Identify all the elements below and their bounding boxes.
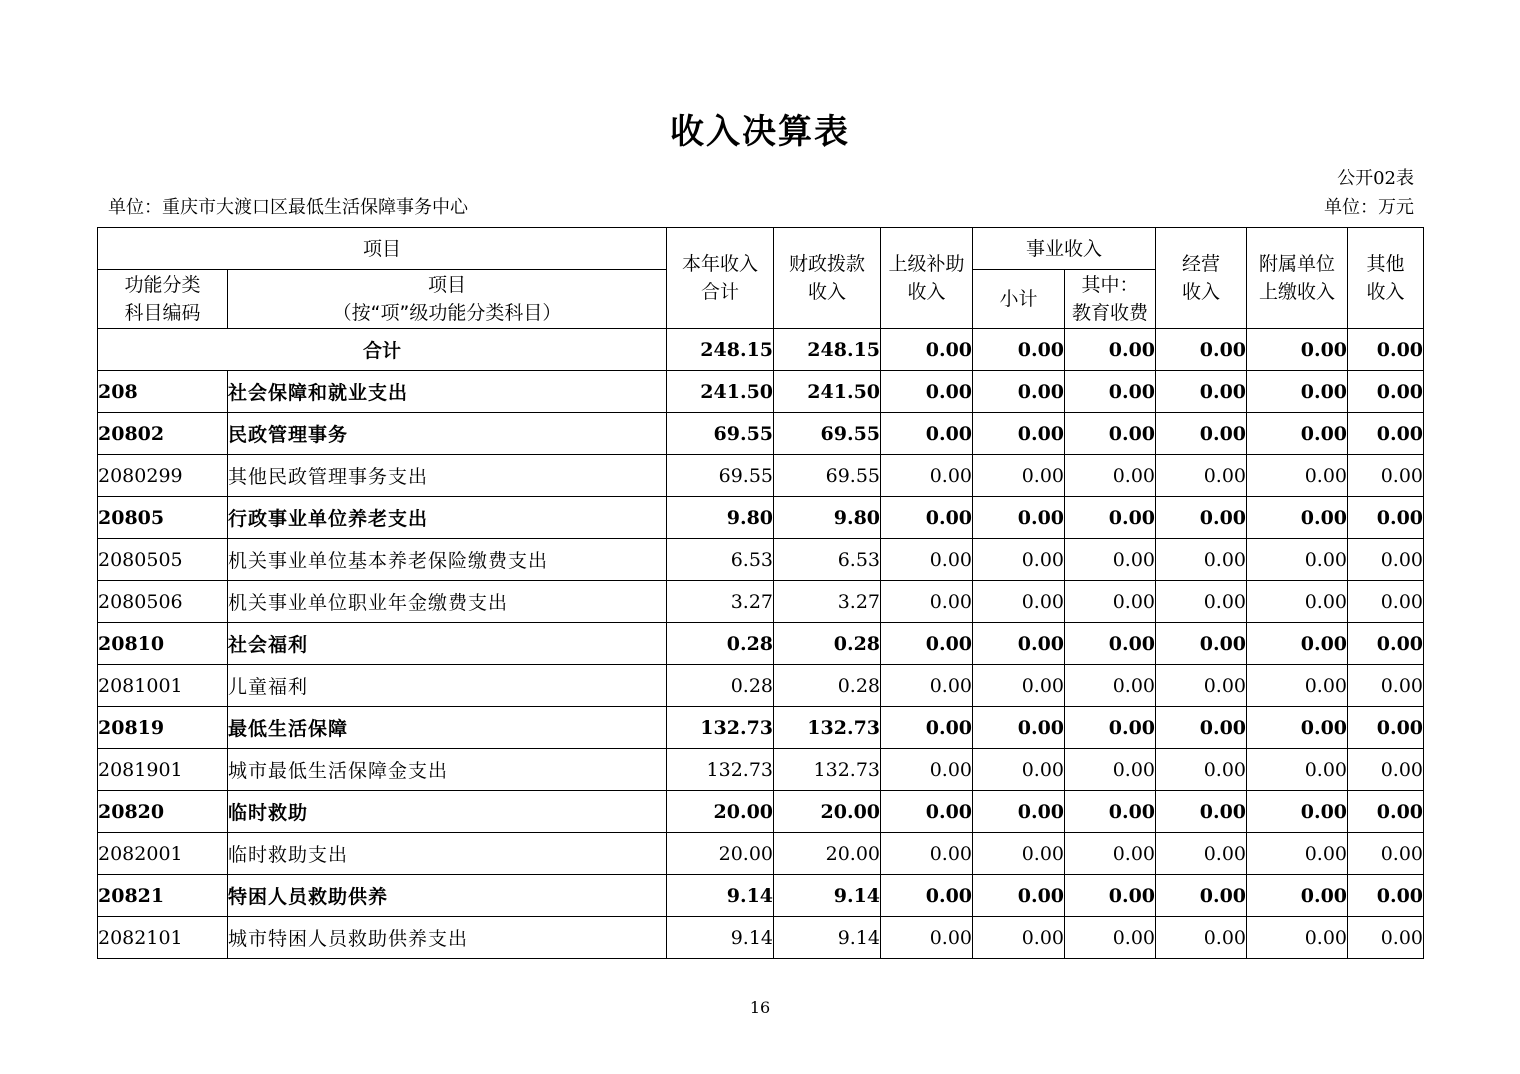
cell-value: 0.00 <box>881 917 973 959</box>
cell-value: 0.00 <box>973 413 1065 455</box>
row-code: 20810 <box>98 623 228 665</box>
table-row <box>98 413 1424 455</box>
cell-value: 0.00 <box>881 875 973 917</box>
cell-value: 0.00 <box>1065 875 1156 917</box>
cell-value: 0.00 <box>881 497 973 539</box>
cell-value: 132.73 <box>667 749 774 791</box>
cell-value: 0.00 <box>881 665 973 707</box>
cell-value: 69.55 <box>774 455 881 497</box>
cell-value: 0.00 <box>1065 749 1156 791</box>
table-row <box>98 875 1424 917</box>
table-row <box>98 791 1424 833</box>
cell-value: 0.00 <box>1348 623 1424 665</box>
total-label: 合计 <box>98 329 667 371</box>
cell-value: 0.00 <box>1156 665 1247 707</box>
cell-value: 0.00 <box>1348 875 1424 917</box>
header-operating: 经营 收入 <box>1156 228 1247 329</box>
header-career: 事业收入 <box>973 228 1156 270</box>
table-row <box>98 371 1424 413</box>
header-fiscal: 财政拨款 收入 <box>774 228 881 329</box>
cell-value: 6.53 <box>667 539 774 581</box>
cell-value: 0.00 <box>1156 581 1247 623</box>
cell-value: 0.00 <box>1247 749 1348 791</box>
row-name: 儿童福利 <box>228 665 667 707</box>
cell-value: 0.00 <box>1247 539 1348 581</box>
cell-value: 0.00 <box>1065 665 1156 707</box>
row-code: 2080505 <box>98 539 228 581</box>
header-upper-subsidy: 上级补助 收入 <box>881 228 973 329</box>
cell-value: 0.00 <box>1247 413 1348 455</box>
cell-value: 0.00 <box>881 455 973 497</box>
cell-value: 0.00 <box>1065 917 1156 959</box>
cell-value: 0.00 <box>973 665 1065 707</box>
cell-value: 0.00 <box>1065 833 1156 875</box>
row-name: 临时救助 <box>228 791 667 833</box>
cell-value: 0.00 <box>1156 623 1247 665</box>
cell-value: 0.00 <box>1247 791 1348 833</box>
cell-value: 0.00 <box>973 371 1065 413</box>
cell-value: 0.00 <box>973 833 1065 875</box>
cell-value: 0.00 <box>1247 497 1348 539</box>
cell-value: 20.00 <box>774 791 881 833</box>
cell-value: 0.00 <box>1247 917 1348 959</box>
cell-value: 0.00 <box>1348 791 1424 833</box>
row-name: 特困人员救助供养 <box>228 875 667 917</box>
cell-value: 0.00 <box>1156 329 1247 371</box>
cell-value: 0.00 <box>1065 455 1156 497</box>
cell-value: 0.00 <box>973 455 1065 497</box>
form-number: 公开02表 <box>1337 168 1414 189</box>
page-title: 收入决算表 <box>670 112 850 152</box>
table-row <box>98 539 1424 581</box>
table-row <box>98 581 1424 623</box>
cell-value: 0.00 <box>1247 707 1348 749</box>
cell-value: 0.00 <box>1247 833 1348 875</box>
cell-value: 0.28 <box>774 623 881 665</box>
row-code: 208 <box>98 371 228 413</box>
cell-value: 9.14 <box>667 875 774 917</box>
header-education-fees: 其中： 教育收费 <box>1065 270 1156 329</box>
cell-value: 0.00 <box>1065 371 1156 413</box>
unit-organization: 单位：重庆市大渡口区最低生活保障事务中心 <box>108 197 468 218</box>
cell-value: 0.00 <box>973 497 1065 539</box>
cell-value: 0.28 <box>774 665 881 707</box>
cell-value: 0.00 <box>1156 749 1247 791</box>
header-total: 本年收入 合计 <box>667 228 774 329</box>
header-affiliated: 附属单位 上缴收入 <box>1247 228 1348 329</box>
cell-value: 0.00 <box>1247 581 1348 623</box>
table-row <box>98 497 1424 539</box>
cell-value: 0.00 <box>1156 875 1247 917</box>
cell-value: 0.00 <box>1247 623 1348 665</box>
cell-value: 0.00 <box>973 623 1065 665</box>
cell-value: 0.00 <box>973 581 1065 623</box>
cell-value: 132.73 <box>667 707 774 749</box>
header-func-code: 功能分类 科目编码 <box>98 270 228 329</box>
row-name: 城市特困人员救助供养支出 <box>228 917 667 959</box>
cell-value: 9.80 <box>667 497 774 539</box>
cell-value: 0.00 <box>1247 455 1348 497</box>
cell-value: 0.00 <box>881 581 973 623</box>
cell-value: 0.00 <box>1348 413 1424 455</box>
row-code: 20821 <box>98 875 228 917</box>
header-other: 其他 收入 <box>1348 228 1424 329</box>
cell-value: 0.00 <box>1065 539 1156 581</box>
row-name: 行政事业单位养老支出 <box>228 497 667 539</box>
cell-value: 0.00 <box>1065 413 1156 455</box>
cell-value: 9.14 <box>667 917 774 959</box>
cell-value: 0.00 <box>1065 497 1156 539</box>
cell-value: 241.50 <box>667 371 774 413</box>
header-subtotal: 小计 <box>973 270 1065 329</box>
cell-value: 248.15 <box>667 329 774 371</box>
row-name: 城市最低生活保障金支出 <box>228 749 667 791</box>
cell-value: 0.00 <box>881 791 973 833</box>
cell-value: 132.73 <box>774 707 881 749</box>
cell-value: 69.55 <box>667 455 774 497</box>
cell-value: 6.53 <box>774 539 881 581</box>
cell-value: 0.00 <box>973 707 1065 749</box>
cell-value: 248.15 <box>774 329 881 371</box>
cell-value: 0.00 <box>1156 707 1247 749</box>
cell-value: 0.00 <box>881 329 973 371</box>
row-code: 2082001 <box>98 833 228 875</box>
row-name: 民政管理事务 <box>228 413 667 455</box>
cell-value: 20.00 <box>667 833 774 875</box>
cell-value: 0.00 <box>1156 497 1247 539</box>
cell-value: 0.00 <box>973 539 1065 581</box>
cell-value: 0.00 <box>881 539 973 581</box>
cell-value: 0.28 <box>667 665 774 707</box>
unit-currency: 单位：万元 <box>1324 197 1414 218</box>
cell-value: 3.27 <box>667 581 774 623</box>
revenue-table <box>97 227 1424 959</box>
cell-value: 0.00 <box>881 749 973 791</box>
cell-value: 20.00 <box>774 833 881 875</box>
cell-value: 0.00 <box>1156 413 1247 455</box>
cell-value: 9.14 <box>774 917 881 959</box>
cell-value: 241.50 <box>774 371 881 413</box>
row-name: 社会福利 <box>228 623 667 665</box>
cell-value: 0.00 <box>1065 623 1156 665</box>
cell-value: 20.00 <box>667 791 774 833</box>
table-row <box>98 707 1424 749</box>
total-row <box>98 329 1424 371</box>
cell-value: 0.00 <box>1156 791 1247 833</box>
cell-value: 0.00 <box>1348 497 1424 539</box>
cell-value: 0.00 <box>1156 917 1247 959</box>
cell-value: 0.00 <box>1348 455 1424 497</box>
row-code: 20805 <box>98 497 228 539</box>
cell-value: 0.00 <box>1348 539 1424 581</box>
row-code: 2082101 <box>98 917 228 959</box>
table-row <box>98 917 1424 959</box>
cell-value: 0.00 <box>1348 665 1424 707</box>
cell-value: 0.00 <box>1065 329 1156 371</box>
cell-value: 9.80 <box>774 497 881 539</box>
cell-value: 0.00 <box>1065 791 1156 833</box>
cell-value: 69.55 <box>774 413 881 455</box>
cell-value: 0.00 <box>881 623 973 665</box>
cell-value: 0.00 <box>1348 707 1424 749</box>
cell-value: 0.00 <box>1065 707 1156 749</box>
table-row <box>98 833 1424 875</box>
row-code: 2080506 <box>98 581 228 623</box>
header-item: 项目 （按“项”级功能分类科目） <box>228 270 667 329</box>
row-code: 2081001 <box>98 665 228 707</box>
row-name: 机关事业单位基本养老保险缴费支出 <box>228 539 667 581</box>
cell-value: 9.14 <box>774 875 881 917</box>
cell-value: 0.00 <box>1348 371 1424 413</box>
row-name: 社会保障和就业支出 <box>228 371 667 413</box>
row-code: 20820 <box>98 791 228 833</box>
cell-value: 0.00 <box>1247 371 1348 413</box>
cell-value: 3.27 <box>774 581 881 623</box>
cell-value: 0.00 <box>881 371 973 413</box>
cell-value: 0.00 <box>1348 581 1424 623</box>
cell-value: 0.00 <box>973 329 1065 371</box>
cell-value: 132.73 <box>774 749 881 791</box>
header-project: 项目 <box>98 228 667 270</box>
cell-value: 0.00 <box>973 791 1065 833</box>
cell-value: 0.00 <box>1348 329 1424 371</box>
cell-value: 0.00 <box>881 833 973 875</box>
page-number: 16 <box>749 998 771 1017</box>
row-name: 最低生活保障 <box>228 707 667 749</box>
cell-value: 0.00 <box>973 749 1065 791</box>
cell-value: 0.00 <box>1156 833 1247 875</box>
cell-value: 0.00 <box>1247 329 1348 371</box>
row-code: 20802 <box>98 413 228 455</box>
cell-value: 0.00 <box>881 413 973 455</box>
cell-value: 0.00 <box>1156 371 1247 413</box>
row-code: 2081901 <box>98 749 228 791</box>
cell-value: 0.00 <box>881 707 973 749</box>
cell-value: 0.00 <box>1065 581 1156 623</box>
row-code: 20819 <box>98 707 228 749</box>
cell-value: 0.28 <box>667 623 774 665</box>
row-code: 2080299 <box>98 455 228 497</box>
table-row <box>98 623 1424 665</box>
cell-value: 0.00 <box>1348 749 1424 791</box>
row-name: 临时救助支出 <box>228 833 667 875</box>
row-name: 机关事业单位职业年金缴费支出 <box>228 581 667 623</box>
table-row <box>98 749 1424 791</box>
table-row <box>98 455 1424 497</box>
cell-value: 0.00 <box>1247 875 1348 917</box>
cell-value: 0.00 <box>1247 665 1348 707</box>
cell-value: 0.00 <box>1156 455 1247 497</box>
cell-value: 0.00 <box>973 917 1065 959</box>
row-name: 其他民政管理事务支出 <box>228 455 667 497</box>
cell-value: 0.00 <box>1156 539 1247 581</box>
cell-value: 0.00 <box>1348 917 1424 959</box>
table-row <box>98 665 1424 707</box>
cell-value: 69.55 <box>667 413 774 455</box>
cell-value: 0.00 <box>973 875 1065 917</box>
cell-value: 0.00 <box>1348 833 1424 875</box>
